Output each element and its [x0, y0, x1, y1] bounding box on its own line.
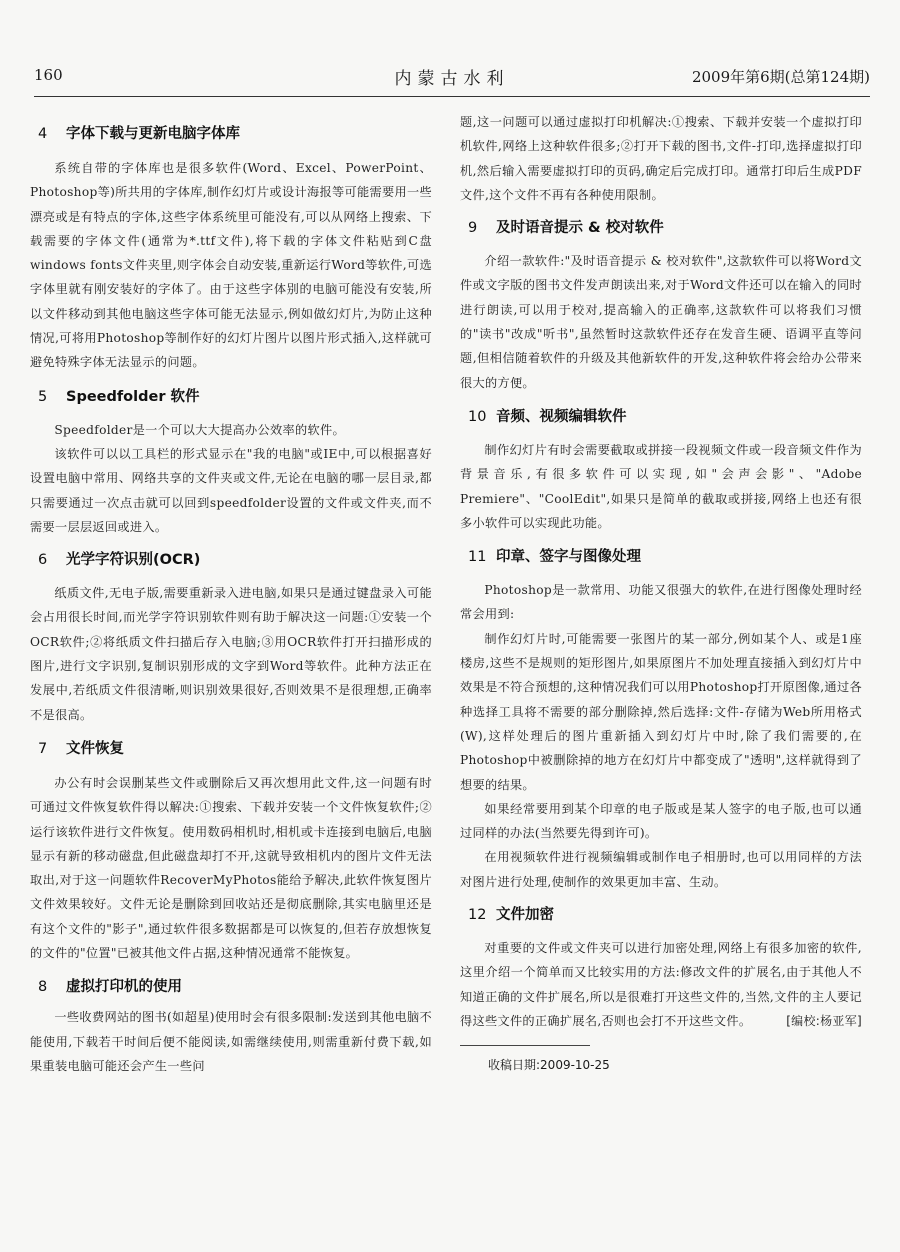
section-heading	[30, 548, 432, 572]
journal-title: 内蒙古水利	[394, 69, 510, 89]
paragraph-text: 对重要的文件或文件夹可以进行加密处理,网络上有很多加密的软件,这里介绍一个简单而又比较实用的方法:修改文件的扩展名,由于其他人不知道正确的文件扩展名,所以是很难打开这些文件的,当然,文件的主人要记得这些文件的正确扩展名,否则也会打不开这些文件。	[460, 941, 862, 1028]
paragraph: 介绍一款软件:"及时语音提示 & 校对软件",这款软件可以将Word文件或文字版的图书文件发声朗读出来,对于Word文件还可以在输入的同时进行朗读,可以用于校对,提高输入的正确率,这款软件可以将我们习惯的"读书"改成"听书",虽然暂时这款软件还存在发音生硬、语调平直等问题,但相信随着软件的升级及其他新软件的开发,这种软件将会给办公带来很大的方便。	[460, 254, 862, 390]
left-column	[30, 112, 432, 1078]
section-number: 4	[38, 126, 48, 142]
paragraph	[460, 936, 862, 1033]
issue-info: 2009年第6期(总第124期)	[691, 68, 870, 86]
section-9	[460, 216, 862, 395]
section-number: 10	[468, 408, 487, 425]
section-heading	[460, 545, 862, 569]
paragraph: 一些收费网站的图书(如超星)使用时会有很多限制:发送到其他电脑不能使用,下载若干时间后便不能阅读,如需继续使用,则需重新付费下载,如果重装电脑可能还会产生一些问	[30, 1010, 432, 1073]
section-heading	[30, 737, 432, 761]
section-heading	[30, 122, 432, 146]
section-heading	[30, 975, 432, 999]
paragraph: 制作幻灯片有时会需要截取或拼接一段视频文件或一段音频文件作为背景音乐,有很多软件可以实现,如"会声会影"、"Adobe Premiere"、"CoolEdit",如果只是简单的截取或拼接,网络上也还有很多小软件可以实现此功能。	[460, 442, 862, 530]
section-11	[460, 545, 862, 894]
section-title: 及时语音提示 & 校对软件	[496, 220, 664, 237]
section-number: 12	[468, 907, 487, 924]
section-heading	[460, 903, 862, 927]
paragraph: 制作幻灯片时,可能需要一张图片的某一部分,例如某个人、或是1座楼房,这些不是规则的矩形图片,如果原图片不加处理直接插入到幻灯片中效果是不符合预想的,这种情况我们可以用Photoshop打开原图像,通过各种选择工具将不需要的部分删除掉,然后选择:文件-存储为Web所用格式(W),这样处理后的图片重新插入到幻灯片中时,除了我们需要的,在Photoshop中被删除掉的地方在幻灯片中都变成了"透明",这样就得到了想要的结果。	[460, 631, 862, 792]
header-rule	[34, 96, 870, 97]
section-title: 音频、视频编辑软件	[496, 408, 627, 425]
paragraph: Photoshop是一款常用、功能又很强大的软件,在进行图像处理时经常会用到:	[460, 583, 862, 622]
section-heading	[30, 385, 432, 409]
section-title: 文件加密	[496, 907, 554, 924]
section-heading	[460, 405, 862, 429]
section-8-continued	[460, 110, 862, 207]
paragraph: 题,这一问题可以通过虚拟打印机解决:①搜索、下载并安装一个虚拟打印机软件,网络上这种软件很多;②打开下载的图书,文件-打印,选择虚拟打印机,然后输入需要虚拟打印的页码,确定后完成打印。通常打印后生成PDF文件,这个文件不再有各种使用限制。	[460, 115, 862, 202]
footnote-rule	[460, 1045, 590, 1046]
section-title: 虚拟打印机的使用	[66, 979, 182, 996]
section-5	[30, 385, 432, 539]
section-number: 11	[468, 549, 487, 566]
section-number: 7	[38, 740, 48, 757]
page-number: 160	[34, 66, 63, 84]
section-8	[30, 975, 432, 1078]
section-title: 印章、签字与图像处理	[496, 549, 641, 566]
right-column	[460, 110, 862, 1073]
paragraph: 纸质文件,无电子版,需要重新录入进电脑,如果只是通过键盘录入可能会占用很长时间,而光学字符识别软件则有助于解决这一问题:①安装一个OCR软件;②将纸质文件扫描后存入电脑;③用OCR软件打开扫描形成的图片,进行文字识别,复制识别形成的文字到Word等软件。此种方法正在发展中,若纸质文件很清晰,则识别效果很好,否则效果不是很理想,正确率不是很高。	[30, 586, 432, 722]
section-number: 5	[38, 388, 48, 405]
section-number: 8	[38, 979, 48, 996]
section-10	[460, 405, 862, 535]
paragraph: Speedfolder是一个可以大大提高办公效率的软件。	[54, 422, 345, 437]
section-4	[30, 122, 432, 375]
section-title: Speedfolder 软件	[66, 388, 200, 405]
section-title: 字体下载与更新电脑字体库	[66, 126, 240, 142]
section-number: 6	[38, 552, 48, 569]
received-date: 收稿日期:2009-10-25	[488, 1058, 610, 1073]
paragraph: 如果经常要用到某个印章的电子版或是某人签字的电子版,也可以通过同样的办法(当然要先得到许可)。	[460, 801, 862, 841]
paragraph: 办公有时会误删某些文件或删除后又再次想用此文件,这一问题有时可通过文件恢复软件得以解决:①搜索、下载并安装一个文件恢复软件;②运行该软件进行文件恢复。使用数码相机时,相机或卡连接到电脑后,电脑显示有新的移动磁盘,但此磁盘却打不开,这就导致相机内的图片文件无法取出,对于这一问题软件RecoverMyPhotos能给予解决,此软件恢复图片文件效果较好。文件无论是删除到回收站还是彻底删除,其实电脑里还是有这个文件的"影子",通过软件很多数据都是可以恢复的,但若存放想恢复的文件的"位置"已被其他文件占据,这种情况通常不能恢复。	[30, 775, 432, 961]
paragraph: 系统自带的字体库也是很多软件(Word、Excel、PowerPoint、Photoshop等)所共用的字体库,制作幻灯片或设计海报等可能需要用一些漂亮或是有特点的字体,这些字体系统里可能没有,可以从网络上搜索、下载需要的字体文件(通常为*.ttf文件),将下载的字体文件粘贴到C盘windows fonts文件夹里,则字体会自动安装,重新运行Word等软件,可选字体里就有刚安装好的字体了。由于这些字体别的电脑可能没有安装,所以文件移动到其他电脑这些字体可能无法显示,例如做幻灯片,为防止这种情况,可将用Photoshop等制作好的幻灯片图片以图片形式插入,这样就可避免特殊字体无法显示的问题。	[30, 161, 432, 370]
section-heading	[460, 216, 862, 240]
section-12	[460, 903, 862, 1033]
section-6	[30, 548, 432, 727]
section-7	[30, 737, 432, 965]
editor-credit: [编校:杨亚军]	[786, 1013, 862, 1028]
section-number: 9	[468, 220, 478, 237]
paragraph: 该软件可以以工具栏的形式显示在"我的电脑"或IE中,可以根据喜好设置电脑中常用、网络共享的文件夹或文件,无论在电脑的哪一层目录,都只需要通过一次点击就可以回到speedfolder设置的文件或文件夹,而不需要一层层返回或进入。	[30, 446, 432, 534]
section-title: 文件恢复	[66, 740, 124, 757]
section-title: 光学字符识别(OCR)	[66, 552, 201, 569]
paragraph: 在用视频软件进行视频编辑或制作电子相册时,也可以用同样的方法对图片进行处理,使制作的效果更加丰富、生动。	[460, 850, 862, 889]
running-header	[34, 58, 870, 92]
